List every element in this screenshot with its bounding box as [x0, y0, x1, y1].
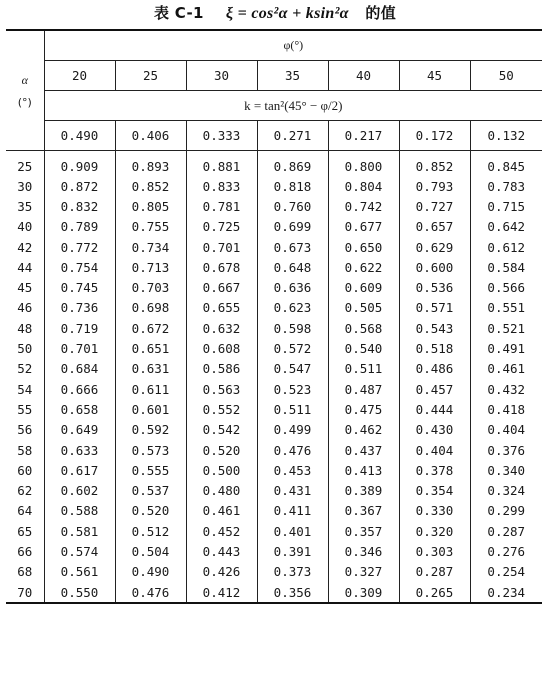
xi-value-cell: 0.673: [257, 237, 328, 257]
phi-value-cell: 25: [115, 61, 186, 91]
alpha-value-cell: 44: [17, 259, 33, 275]
data-table-frame: [6, 29, 542, 604]
k-value-cell: 0.132: [470, 121, 542, 151]
xi-value-cell: 0.598: [257, 318, 328, 338]
xi-value-cell: 0.303: [399, 541, 470, 561]
table-row: [6, 298, 542, 318]
xi-value-cell: 0.391: [257, 541, 328, 561]
xi-value-cell: 0.561: [44, 562, 115, 582]
xi-value-cell: 0.551: [470, 298, 542, 318]
xi-value-cell: 0.672: [115, 318, 186, 338]
alpha-value-cell: 48: [17, 320, 33, 336]
xi-value-cell: 0.511: [328, 359, 399, 379]
xi-value-cell: 0.537: [115, 480, 186, 500]
xi-value-cell: 0.480: [186, 480, 257, 500]
xi-value-cell: 0.518: [399, 338, 470, 358]
xi-value-cell: 0.453: [257, 460, 328, 480]
xi-value-cell: 0.234: [470, 582, 542, 602]
xi-value-cell: 0.602: [44, 480, 115, 500]
xi-value-cell: 0.600: [399, 257, 470, 277]
alpha-value-cell: 35: [17, 198, 33, 214]
xi-value-cell: 0.401: [257, 521, 328, 541]
xi-value-cell: 0.631: [115, 359, 186, 379]
k-value-cell: 0.271: [257, 121, 328, 151]
phi-value-cell: 35: [257, 61, 328, 91]
xi-value-cell: 0.476: [257, 440, 328, 460]
table-row: [6, 420, 542, 440]
xi-value-cell: 0.789: [44, 217, 115, 237]
xi-value-cell: 0.818: [257, 176, 328, 196]
xi-value-cell: 0.276: [470, 541, 542, 561]
phi-value-cell: 50: [470, 61, 542, 91]
xi-value-cell: 0.727: [399, 196, 470, 216]
xi-value-cell: 0.636: [257, 277, 328, 297]
xi-value-cell: 0.418: [470, 399, 542, 419]
xi-value-cell: 0.540: [328, 338, 399, 358]
xi-value-cell: 0.872: [44, 176, 115, 196]
xi-value-cell: 0.622: [328, 257, 399, 277]
table-title: [0, 2, 550, 26]
xi-value-cell: 0.265: [399, 582, 470, 602]
xi-value-cell: 0.476: [115, 582, 186, 602]
table-row: [6, 277, 542, 297]
xi-value-cell: 0.678: [186, 257, 257, 277]
xi-value-cell: 0.547: [257, 359, 328, 379]
xi-value-cell: 0.521: [470, 318, 542, 338]
xi-value-cell: 0.299: [470, 501, 542, 521]
xi-value-cell: 0.523: [257, 379, 328, 399]
table-row: [6, 217, 542, 237]
table-row: [6, 460, 542, 480]
xi-value-cell: 0.309: [328, 582, 399, 602]
alpha-value-cell: 70: [17, 584, 33, 600]
xi-value-cell: 0.713: [115, 257, 186, 277]
xi-value-cell: 0.452: [186, 521, 257, 541]
xi-value-cell: 0.552: [186, 399, 257, 419]
xi-value-cell: 0.573: [115, 440, 186, 460]
xi-value-cell: 0.520: [115, 501, 186, 521]
xi-value-cell: 0.443: [186, 541, 257, 561]
xi-value-cell: 0.833: [186, 176, 257, 196]
k-value-cell: 0.333: [186, 121, 257, 151]
xi-value-cell: 0.499: [257, 420, 328, 440]
xi-value-cell: 0.742: [328, 196, 399, 216]
xi-value-cell: 0.376: [470, 440, 542, 460]
alpha-value-cell: 30: [17, 178, 33, 194]
table-row: [6, 541, 542, 561]
table-title-suffix: 的值: [365, 4, 397, 22]
xi-value-cell: 0.701: [44, 338, 115, 358]
xi-value-cell: 0.490: [115, 562, 186, 582]
alpha-value-cell: 46: [17, 300, 33, 316]
xi-value-cell: 0.609: [328, 277, 399, 297]
xi-value-cell: 0.719: [44, 318, 115, 338]
xi-value-cell: 0.734: [115, 237, 186, 257]
xi-value-cell: 0.487: [328, 379, 399, 399]
phi-value-cell: 30: [186, 61, 257, 91]
xi-value-cell: 0.563: [186, 379, 257, 399]
xi-value-cell: 0.430: [399, 420, 470, 440]
table-title-formula: ξ = cos²α + ksin²α: [225, 5, 349, 22]
table-row: [6, 562, 542, 582]
xi-value-cell: 0.581: [44, 521, 115, 541]
table-title-prefix: 表 C-1: [153, 4, 204, 22]
xi-value-cell: 0.491: [470, 338, 542, 358]
xi-value-cell: 0.592: [115, 420, 186, 440]
xi-value-cell: 0.287: [470, 521, 542, 541]
table-row: [6, 501, 542, 521]
k-value-cell: 0.406: [115, 121, 186, 151]
table-row: [6, 379, 542, 399]
xi-value-cell: 0.574: [44, 541, 115, 561]
xi-value-cell: 0.520: [186, 440, 257, 460]
xi-value-cell: 0.404: [399, 440, 470, 460]
xi-value-cell: 0.404: [470, 420, 542, 440]
xi-value-cell: 0.617: [44, 460, 115, 480]
alpha-value-cell: 60: [17, 462, 33, 478]
xi-value-cell: 0.566: [470, 277, 542, 297]
xi-value-cell: 0.629: [399, 237, 470, 257]
table-row: [6, 237, 542, 257]
xi-value-cell: 0.572: [257, 338, 328, 358]
xi-value-cell: 0.357: [328, 521, 399, 541]
xi-value-cell: 0.504: [115, 541, 186, 561]
alpha-value-cell: 54: [17, 381, 33, 397]
table-row: [6, 359, 542, 379]
xi-value-cell: 0.444: [399, 399, 470, 419]
xi-value-cell: 0.754: [44, 257, 115, 277]
xi-value-cell: 0.783: [470, 176, 542, 196]
xi-value-cell: 0.536: [399, 277, 470, 297]
xi-value-cell: 0.893: [115, 151, 186, 176]
table-row: [6, 176, 542, 196]
table-row: [6, 257, 542, 277]
xi-value-cell: 0.677: [328, 217, 399, 237]
xi-value-cell: 0.601: [115, 399, 186, 419]
k-formula-header: k = tan²(45° − φ/2): [44, 91, 542, 121]
xi-value-cell: 0.611: [115, 379, 186, 399]
xi-value-cell: 0.542: [186, 420, 257, 440]
xi-value-cell: 0.356: [257, 582, 328, 602]
xi-value-cell: 0.701: [186, 237, 257, 257]
k-values-row: [6, 121, 542, 151]
table-row: [6, 399, 542, 419]
xi-value-cell: 0.378: [399, 460, 470, 480]
xi-value-cell: 0.411: [257, 501, 328, 521]
xi-value-cell: 0.648: [257, 257, 328, 277]
xi-value-cell: 0.760: [257, 196, 328, 216]
xi-value-cell: 0.666: [44, 379, 115, 399]
alpha-value-cell: 45: [17, 280, 33, 296]
xi-value-cell: 0.475: [328, 399, 399, 419]
xi-value-cell: 0.511: [257, 399, 328, 419]
k-value-cell: 0.217: [328, 121, 399, 151]
xi-value-cell: 0.745: [44, 277, 115, 297]
xi-value-cell: 0.505: [328, 298, 399, 318]
xi-value-cell: 0.881: [186, 151, 257, 176]
xi-value-cell: 0.832: [44, 196, 115, 216]
xi-value-cell: 0.320: [399, 521, 470, 541]
xi-value-cell: 0.909: [44, 151, 115, 176]
alpha-value-cell: 50: [17, 341, 33, 357]
xi-value-cell: 0.852: [399, 151, 470, 176]
xi-value-cell: 0.698: [115, 298, 186, 318]
xi-value-cell: 0.550: [44, 582, 115, 602]
xi-value-cell: 0.772: [44, 237, 115, 257]
alpha-symbol: α: [21, 72, 28, 87]
alpha-value-cell: 52: [17, 361, 33, 377]
alpha-value-cell: 65: [17, 523, 33, 539]
xi-value-cell: 0.699: [257, 217, 328, 237]
xi-value-cell: 0.324: [470, 480, 542, 500]
xi-value-cell: 0.642: [470, 217, 542, 237]
alpha-unit: (°): [17, 95, 32, 109]
xi-value-cell: 0.389: [328, 480, 399, 500]
xi-value-cell: 0.461: [470, 359, 542, 379]
xi-value-cell: 0.623: [257, 298, 328, 318]
xi-value-cell: 0.555: [115, 460, 186, 480]
xi-value-cell: 0.845: [470, 151, 542, 176]
xi-value-cell: 0.633: [44, 440, 115, 460]
xi-value-cell: 0.461: [186, 501, 257, 521]
xi-value-cell: 0.781: [186, 196, 257, 216]
xi-value-cell: 0.486: [399, 359, 470, 379]
alpha-value-cell: 58: [17, 442, 33, 458]
table-header: [6, 31, 542, 151]
xi-value-cell: 0.650: [328, 237, 399, 257]
table-row: [6, 582, 542, 602]
alpha-value-cell: 55: [17, 401, 33, 417]
table-body: [6, 151, 542, 602]
xi-value-cell: 0.432: [470, 379, 542, 399]
alpha-value-cell: 64: [17, 503, 33, 519]
xi-value-cell: 0.462: [328, 420, 399, 440]
table-row: [6, 196, 542, 216]
xi-value-cell: 0.412: [186, 582, 257, 602]
xi-value-cell: 0.327: [328, 562, 399, 582]
xi-value-cell: 0.869: [257, 151, 328, 176]
table-row: [6, 318, 542, 338]
table-row: [6, 480, 542, 500]
xi-value-cell: 0.736: [44, 298, 115, 318]
xi-value-cell: 0.588: [44, 501, 115, 521]
xi-value-cell: 0.852: [115, 176, 186, 196]
xi-value-cell: 0.354: [399, 480, 470, 500]
xi-value-cell: 0.800: [328, 151, 399, 176]
xi-value-cell: 0.426: [186, 562, 257, 582]
xi-value-cell: 0.437: [328, 440, 399, 460]
xi-value-cell: 0.805: [115, 196, 186, 216]
xi-value-cell: 0.793: [399, 176, 470, 196]
xi-value-cell: 0.367: [328, 501, 399, 521]
xi-value-cell: 0.612: [470, 237, 542, 257]
alpha-value-cell: 42: [17, 239, 33, 255]
xi-value-cell: 0.586: [186, 359, 257, 379]
alpha-value-cell: 68: [17, 564, 33, 580]
xi-value-cell: 0.632: [186, 318, 257, 338]
k-value-cell: 0.490: [44, 121, 115, 151]
xi-value-cell: 0.340: [470, 460, 542, 480]
alpha-header-cell: [6, 31, 44, 151]
xi-value-cell: 0.703: [115, 277, 186, 297]
table-row: [6, 338, 542, 358]
xi-value-cell: 0.658: [44, 399, 115, 419]
xi-value-cell: 0.584: [470, 257, 542, 277]
xi-value-cell: 0.500: [186, 460, 257, 480]
xi-value-cell: 0.755: [115, 217, 186, 237]
xi-value-cell: 0.568: [328, 318, 399, 338]
alpha-value-cell: 56: [17, 422, 33, 438]
phi-header: φ(°): [44, 31, 542, 61]
xi-value-cell: 0.649: [44, 420, 115, 440]
table-row: [6, 521, 542, 541]
xi-value-cell: 0.571: [399, 298, 470, 318]
phi-values-row: [6, 61, 542, 91]
alpha-value-cell: 40: [17, 219, 33, 235]
xi-value-cell: 0.543: [399, 318, 470, 338]
xi-value-cell: 0.804: [328, 176, 399, 196]
k-value-cell: 0.172: [399, 121, 470, 151]
table-row: [6, 440, 542, 460]
table-row: [6, 151, 542, 176]
xi-value-cell: 0.346: [328, 541, 399, 561]
phi-value-cell: 20: [44, 61, 115, 91]
xi-value-cell: 0.684: [44, 359, 115, 379]
xi-value-cell: 0.608: [186, 338, 257, 358]
xi-value-cell: 0.715: [470, 196, 542, 216]
xi-value-cell: 0.254: [470, 562, 542, 582]
xi-value-cell: 0.725: [186, 217, 257, 237]
xi-value-cell: 0.512: [115, 521, 186, 541]
xi-value-cell: 0.431: [257, 480, 328, 500]
alpha-value-cell: 66: [17, 543, 33, 559]
phi-value-cell: 40: [328, 61, 399, 91]
xi-value-cell: 0.657: [399, 217, 470, 237]
xi-value-cell: 0.655: [186, 298, 257, 318]
phi-value-cell: 45: [399, 61, 470, 91]
alpha-value-cell: 62: [17, 483, 33, 499]
xi-value-cell: 0.330: [399, 501, 470, 521]
xi-value-cell: 0.667: [186, 277, 257, 297]
xi-value-cell: 0.457: [399, 379, 470, 399]
xi-value-cell: 0.651: [115, 338, 186, 358]
xi-value-cell: 0.373: [257, 562, 328, 582]
xi-value-cell: 0.413: [328, 460, 399, 480]
xi-value-cell: 0.287: [399, 562, 470, 582]
alpha-value-cell: 25: [17, 159, 33, 174]
